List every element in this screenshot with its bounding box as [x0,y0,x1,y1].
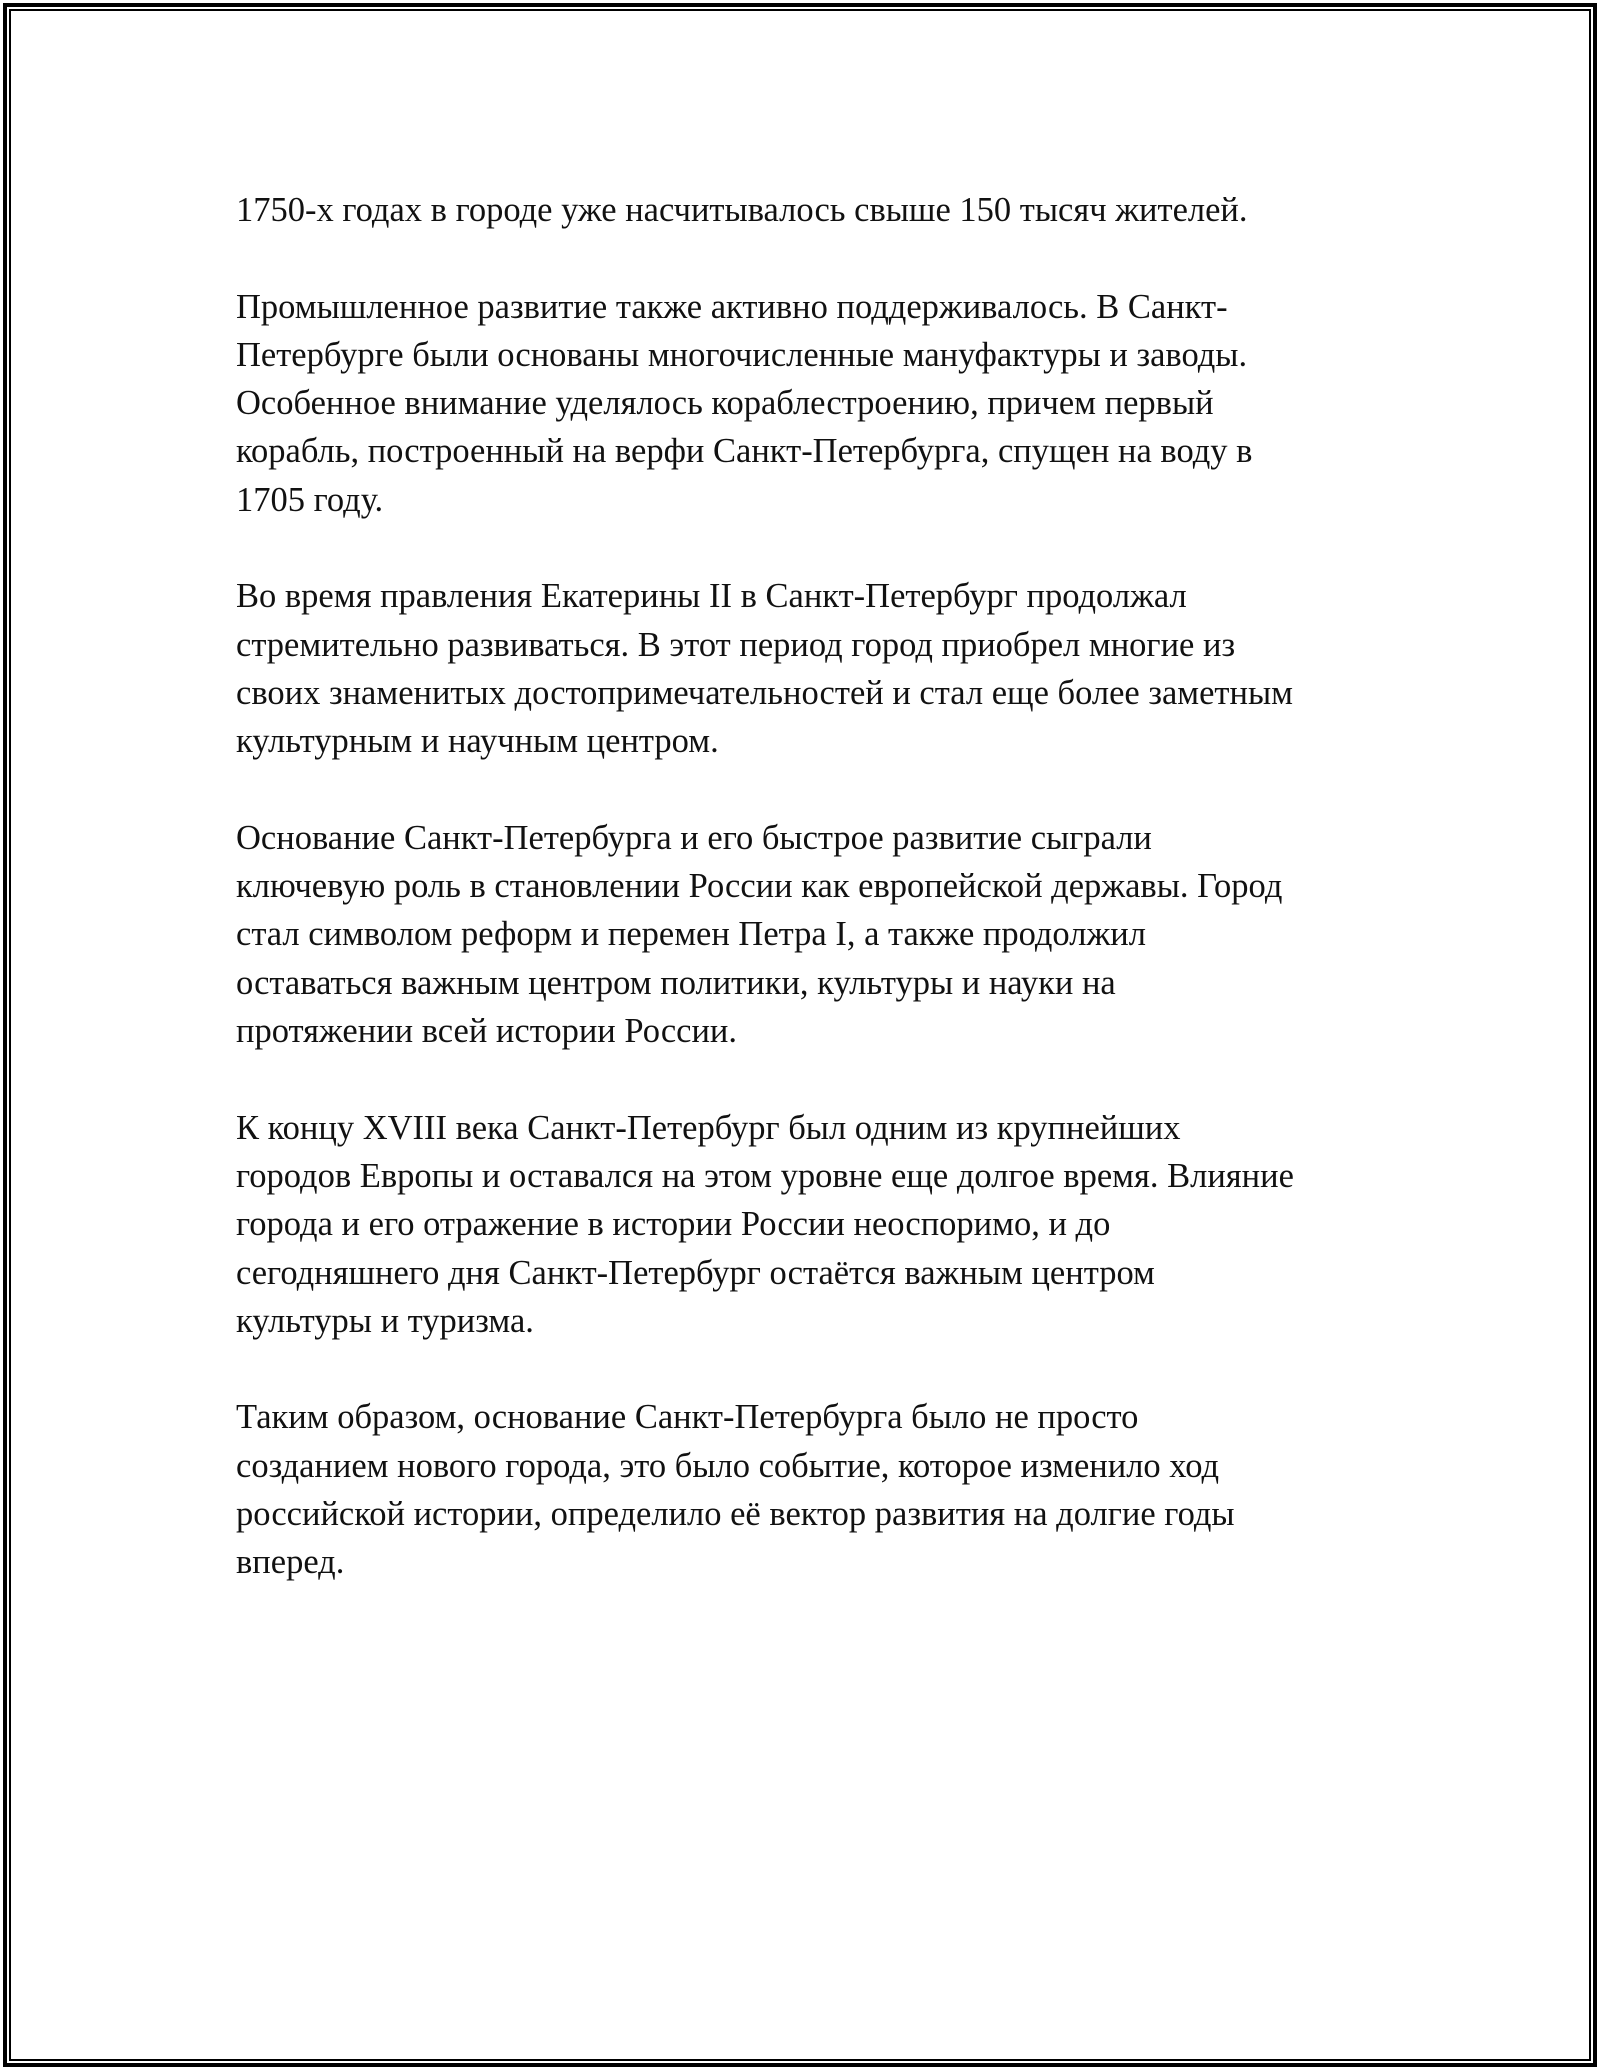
text-line: Основание Санкт-Петербурга и его быстрое развитие сыграли [236,818,1152,857]
paragraph-eighteenth-century [236,1104,1376,1345]
text-line: Особенное внимание уделялось кораблестроению, причем первый [236,384,1214,423]
text-line: своих знаменитых достопримечательностей и стал еще более заметным [236,673,1293,712]
text-line: Таким образом, основание Санкт-Петербурга было не просто [236,1398,1139,1437]
paragraph-population [236,186,1376,234]
text-line: культуры и туризма. [236,1301,534,1340]
text-line: Промышленное развитие также активно поддерживалось. В Санкт- [236,287,1228,326]
paragraph-industry [236,283,1376,524]
text-line: городов Европы и оставался на этом уровне еще долгое время. Влияние [236,1156,1294,1195]
paragraph-significance [236,814,1376,1055]
text-line: города и его отражение в истории России неоспоримо, и до [236,1205,1111,1244]
paragraph-catherine [236,572,1376,765]
text-line: российской истории, определило её вектор развития на долгие годы [236,1495,1235,1534]
text-line: 1750-х годах в городе уже насчитывалось свыше 150 тысяч жителей. [236,191,1248,229]
text-line: корабль, построенный на верфи Санкт-Петербурга, спущен на воду в [236,432,1253,471]
text-line: стремительно развиваться. В этот период город приобрел многие из [236,625,1236,664]
text-line: протяжении всей истории России. [236,1012,737,1051]
text-line: Во время правления Екатерины II в Санкт-Петербург продолжал [236,577,1187,616]
text-line: оставаться важным центром политики, культуры и науки на [236,963,1116,1002]
text-line: ключевую роль в становлении России как европейской державы. Город [236,867,1283,906]
text-line: сегодняшнего дня Санкт-Петербург остаётся важным центром [236,1253,1155,1292]
text-line: Петербурге были основаны многочисленные мануфактуры и заводы. [236,335,1248,374]
document-body [236,186,1376,1587]
paragraph-conclusion [236,1393,1376,1586]
text-line: 1705 году. [236,480,384,519]
text-line: созданием нового города, это было событие, которое изменило ход [236,1446,1220,1485]
text-line: культурным и научным центром. [236,722,719,761]
text-line: К концу XVIII века Санкт-Петербург был одним из крупнейших [236,1108,1181,1147]
text-line: вперед. [236,1543,345,1582]
text-line: стал символом реформ и перемен Петра I, а также продолжил [236,915,1146,954]
